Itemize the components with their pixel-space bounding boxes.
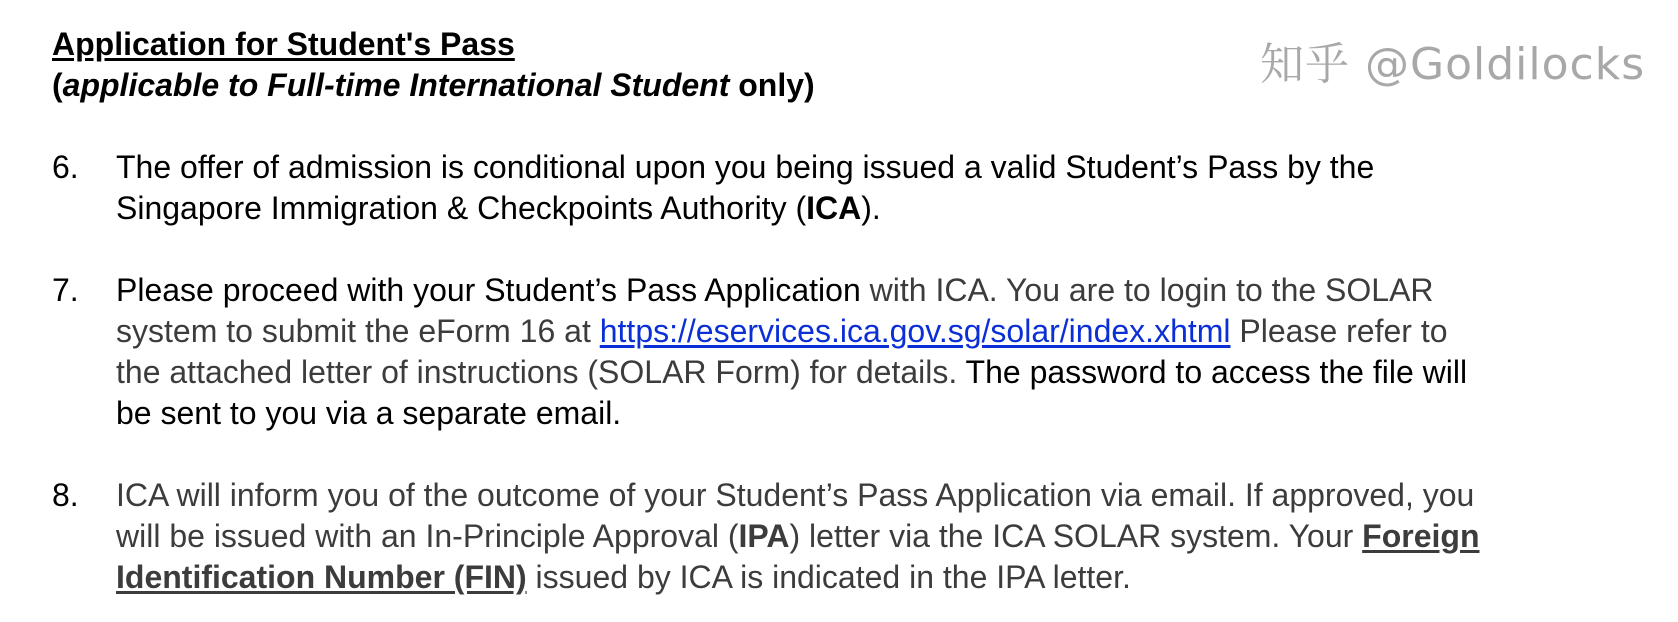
text: ) letter via the ICA SOLAR system. Your	[789, 518, 1363, 554]
paren: (	[52, 67, 63, 103]
item-text	[116, 557, 1131, 597]
text: the attached letter of instructions (SOLAR Form) for details.	[116, 354, 958, 390]
subtitle-rest: only)	[729, 67, 815, 103]
text: Please proceed with your Student’s Pass Application	[116, 272, 861, 308]
section-title: Application for Student's Pass	[52, 26, 515, 62]
text: will be issued with an In-Principle Approval (	[116, 518, 739, 554]
text: system to submit the eForm 16 at	[116, 313, 600, 349]
subtitle-italic: applicable to Full-time International Student	[62, 67, 730, 103]
text-bold: ICA	[806, 190, 862, 226]
section-subtitle	[52, 65, 815, 105]
item-text: be sent to you via a separate email.	[116, 395, 622, 431]
text: Please refer to	[1230, 313, 1448, 349]
item-text: The offer of admission is conditional upon you being issued a valid Student’s Pass by the	[116, 149, 1375, 185]
text: with ICA. You are to login to the SOLAR	[860, 272, 1434, 308]
text: The password to access the file will	[957, 354, 1468, 390]
text-bold: IPA	[738, 518, 790, 554]
item-number: 8.	[52, 477, 79, 513]
item-text: ICA will inform you of the outcome of your Student’s Pass Application via email. If approved, you	[116, 477, 1475, 513]
item-number: 7.	[52, 272, 79, 308]
item-text	[116, 270, 1434, 310]
item-text	[116, 188, 881, 228]
item-text	[116, 311, 1448, 351]
item-text	[116, 352, 1467, 392]
solar-link[interactable]: https://eservices.ica.gov.sg/solar/index.xhtml	[599, 313, 1231, 349]
text: Singapore Immigration & Checkpoints Authority (	[116, 190, 807, 226]
item-number: 6.	[52, 149, 79, 185]
text-bold-underline: Foreign	[1362, 518, 1480, 554]
text: ).	[861, 190, 881, 226]
text: issued by ICA is indicated in the IPA letter.	[526, 559, 1131, 595]
item-text	[116, 516, 1480, 556]
text-bold-underline: Identification Number (FIN)	[116, 559, 527, 595]
watermark: 知乎 @Goldilocks	[1260, 39, 1646, 90]
